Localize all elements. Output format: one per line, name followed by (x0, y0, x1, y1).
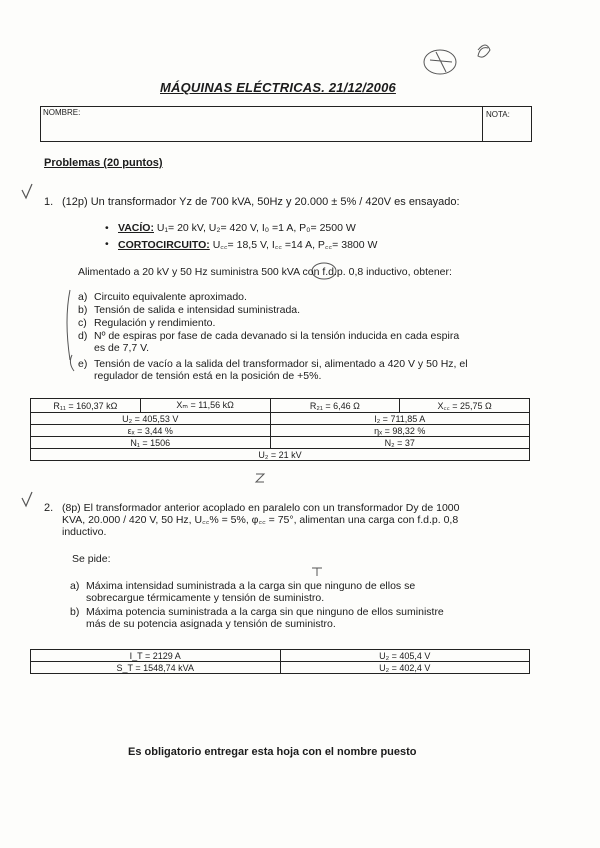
result-xm: Xₘ = 11,56 kΩ (140, 399, 270, 413)
result-u2b: U₂ = 402,4 V (280, 662, 530, 674)
handwritten-initials (478, 45, 490, 57)
problem-1-number: 1. (44, 196, 54, 208)
problem-1-statement: (12p) Un transformador Yz de 700 kVA, 50Hz y 20.000 ± 5% / 420V es ensayado: (62, 196, 460, 208)
test-cc-values: U꜀꜀= 18,5 V, I꜀꜀ =14 A, P꜀꜀= 3800 W (212, 239, 378, 251)
test-vacio-label: VACÍO: (118, 222, 154, 234)
test-cc-label: CORTOCIRCUITO: (118, 239, 210, 251)
handwritten-z-mark (256, 474, 264, 482)
results-table-2 (30, 649, 530, 674)
test-cortocircuito (105, 238, 378, 252)
name-box (40, 106, 532, 142)
test-vacio-values: U₁= 20 kV, U₂= 420 V, I₀ =1 A, P₀= 2500 W (156, 222, 356, 234)
result-efficiency: ηₓ = 98,32 % (270, 425, 530, 437)
question-1c: c) Regulación y rendimiento. (78, 317, 216, 329)
result-st: S_T = 1548,74 kVA (31, 662, 281, 674)
result-u2a: U₂ = 405,4 V (280, 650, 530, 662)
footer-note: Es obligatorio entregar esta hoja con el nombre puesto (128, 746, 417, 758)
problem-2-number: 2. (44, 502, 54, 514)
question-1e: e) Tensión de vacío a la salida del transformador si, alimentado a 420 V y 50 Hz, el regulador de tensión está en la posición de +5%. (78, 358, 468, 382)
result-i2: I₂ = 711,85 A (270, 413, 530, 425)
handwritten-bracket-e (70, 355, 74, 371)
test-vacio (105, 222, 356, 234)
handwritten-bracket (67, 290, 70, 360)
bullet-icon: • (105, 222, 109, 234)
section-title: Problemas (20 puntos) (44, 157, 163, 169)
question-2a: a) Máxima intensidad suministrada a la carga sin que ninguno de ellos se sobrecargue térmicamente y tensión de suministro. (70, 580, 416, 604)
handwritten-t-mark (312, 568, 322, 576)
check-mark-1 (22, 184, 32, 198)
name-label: NOMBRE: (43, 108, 81, 117)
problem-2-statement: (8p) El transformador anterior acoplado en paralelo con un transformador Dy de 1000 KVA, 20.000 / 420 V, 50 Hz, U꜀꜀% = 5%, φ꜀꜀ = 75°, alimentan una carga con f.d.p. 0,8 inductivo. (62, 502, 460, 538)
results-table-1 (30, 398, 530, 461)
check-mark-2 (22, 492, 32, 506)
result-r21: R₂₁ = 6,46 Ω (270, 399, 400, 413)
result-r1: R₁₁ = 160,37 kΩ (31, 399, 141, 413)
result-xcc: X꜀꜀ = 25,75 Ω (400, 399, 530, 413)
question-1b: b) Tensión de salida e intensidad suministrada. (78, 304, 301, 316)
se-pide-label: Se pide: (72, 553, 111, 565)
page-title: MÁQUINAS ELÉCTRICAS. 21/12/2006 (160, 80, 396, 95)
grade-box (482, 107, 531, 141)
result-it: I_T = 2129 A (31, 650, 281, 662)
result-u2: U₂ = 405,53 V (31, 413, 271, 425)
problem-1-intro: Alimentado a 20 kV y 50 Hz suministra 500 kVA con f.d.p. 0,8 inductivo, obtener: (78, 266, 452, 278)
question-1a: a) Circuito equivalente aproximado. (78, 291, 247, 303)
result-u2-vacio: U₂ = 21 kV (31, 449, 530, 461)
bullet-icon: • (105, 238, 109, 250)
result-n1: N₁ = 1506 (31, 437, 271, 449)
handwritten-cross-mark (430, 52, 452, 72)
grade-label: NOTA: (486, 110, 510, 119)
question-1d: d) Nº de espiras por fase de cada devanado si la tensión inducida en cada espira es de 7,7 V. (78, 330, 460, 354)
result-regulation: εₓ = 3,44 % (31, 425, 271, 437)
question-2b: b) Máxima potencia suministrada a la carga sin que ninguno de ellos suministre más de su potencia asignada y tensión de suministro. (70, 606, 444, 630)
result-n2: N₂ = 37 (270, 437, 530, 449)
